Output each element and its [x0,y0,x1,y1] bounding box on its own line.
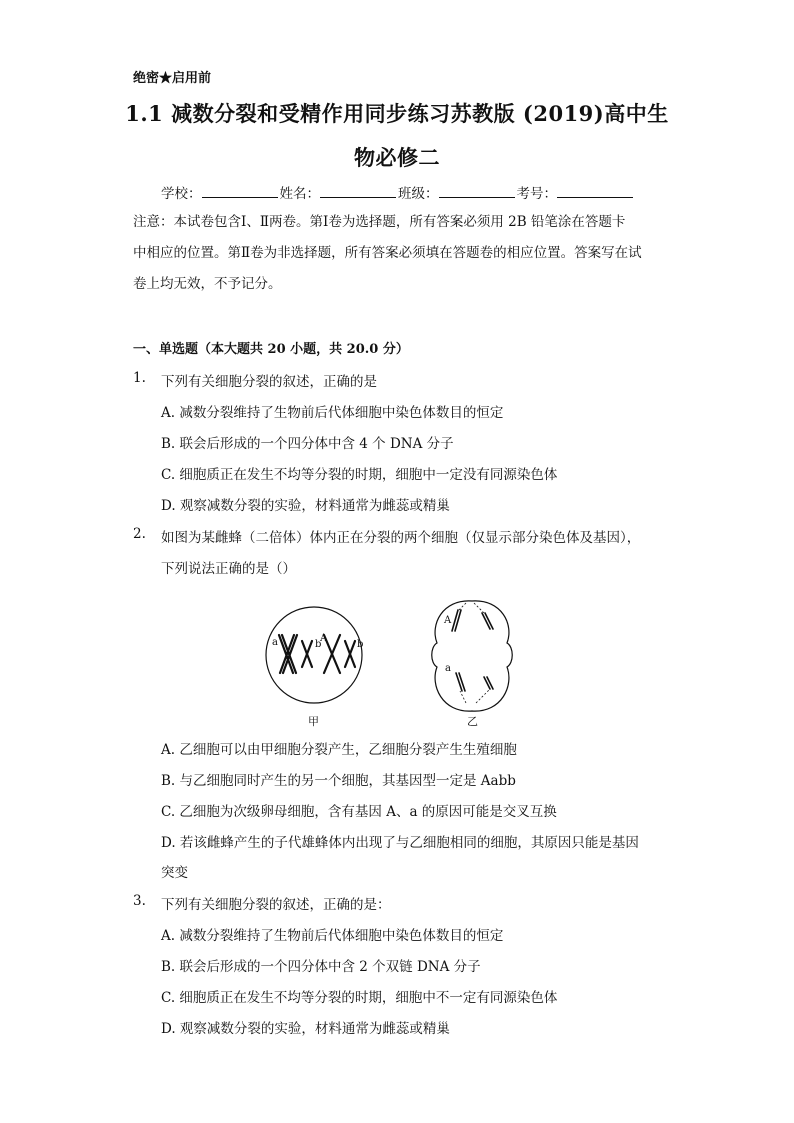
class-label: 班级： [398,186,439,202]
question-number: 1. [133,370,146,386]
question-number: 2. [133,526,146,542]
notice-line: 注意：本试卷包含Ⅰ、Ⅱ两卷。第Ⅰ卷为选择题，所有答案必须用 2B 铅笔涂在答题卡 [133,214,626,230]
option-d[interactable]: D. 观察减数分裂的实验，材料通常为雌蕊或精巢 [161,498,450,514]
notice-block [133,207,663,300]
question-stem: 下列有关细胞分裂的叙述，正确的是： [161,897,391,913]
school-blank[interactable] [202,185,278,198]
svg-text:A: A [320,633,328,644]
school-label: 学校： [161,186,202,202]
notice-line: 卷上均无效，不予记分。 [133,276,282,292]
svg-text:b: b [315,639,322,650]
gene-label: a [445,663,451,674]
option-a[interactable]: A. 减数分裂维持了生物前后代体细胞中染色体数目的恒定 [161,405,504,421]
student-info-line [161,182,635,202]
option-b[interactable]: B. 联会后形成的一个四分体中含 2 个双链 DNA 分子 [161,959,481,975]
name-blank[interactable] [320,185,396,198]
option-c[interactable]: C. 细胞质正在发生不均等分裂的时期，细胞中不一定有同源染色体 [161,990,558,1006]
question-stem: 下列有关细胞分裂的叙述，正确的是 [161,374,377,390]
option-c[interactable]: C. 乙细胞为次级卵母细胞，含有基因 A、a 的原因可能是交叉互换 [161,804,557,820]
option-b[interactable]: B. 联会后形成的一个四分体中含 4 个 DNA 分子 [161,436,454,452]
question-stem: 如图为某雌蜂（二倍体）体内正在分裂的两个细胞（仅显示部分染色体及基因）， [161,530,641,546]
gene-label: A [444,615,452,626]
section-heading: 一、单选题（本大题共 20 小题，共 20.0 分） [133,342,409,357]
svg-text:甲: 甲 [308,715,319,728]
notice-line: 中相应的位置。第Ⅱ卷为非选择题，所有答案必须填在答题卷的相应位置。答案写在试 [133,245,642,261]
name-label: 姓名： [279,186,320,202]
cell-division-figure [262,585,542,735]
class-blank[interactable] [439,185,515,198]
option-b[interactable]: B. 与乙细胞同时产生的另一个细胞，其基因型一定是 Aabb [161,773,516,789]
question-stem-cont: 下列说法正确的是（） [161,561,296,577]
svg-text:b: b [357,639,364,650]
cell-diagram [262,585,542,735]
question-number: 3. [133,893,146,909]
page-title-line2: 物必修二 [354,145,440,170]
option-a[interactable]: A. 减数分裂维持了生物前后代体细胞中染色体数目的恒定 [161,928,504,944]
gene-label: a [272,637,278,648]
option-d-cont: 突变 [161,865,188,881]
exam-no-blank[interactable] [557,185,633,198]
option-d[interactable]: D. 观察减数分裂的实验，材料通常为雌蕊或精巢 [161,1021,450,1037]
page-title-line1: 1.1 减数分裂和受精作用同步练习苏教版 (2019)高中生 [125,101,669,126]
option-a[interactable]: A. 乙细胞可以由甲细胞分裂产生，乙细胞分裂产生生殖细胞 [161,742,517,758]
option-c[interactable]: C. 细胞质正在发生不均等分裂的时期，细胞中一定没有同源染色体 [161,467,558,483]
option-d[interactable]: D. 若该雌蜂产生的子代雄蜂体内出现了与乙细胞相同的细胞，其原因只能是基因 [161,835,639,851]
secret-mark: 绝密★启用前 [133,71,212,86]
exam-no-label: 考号： [516,186,557,202]
svg-text:乙: 乙 [467,715,478,728]
